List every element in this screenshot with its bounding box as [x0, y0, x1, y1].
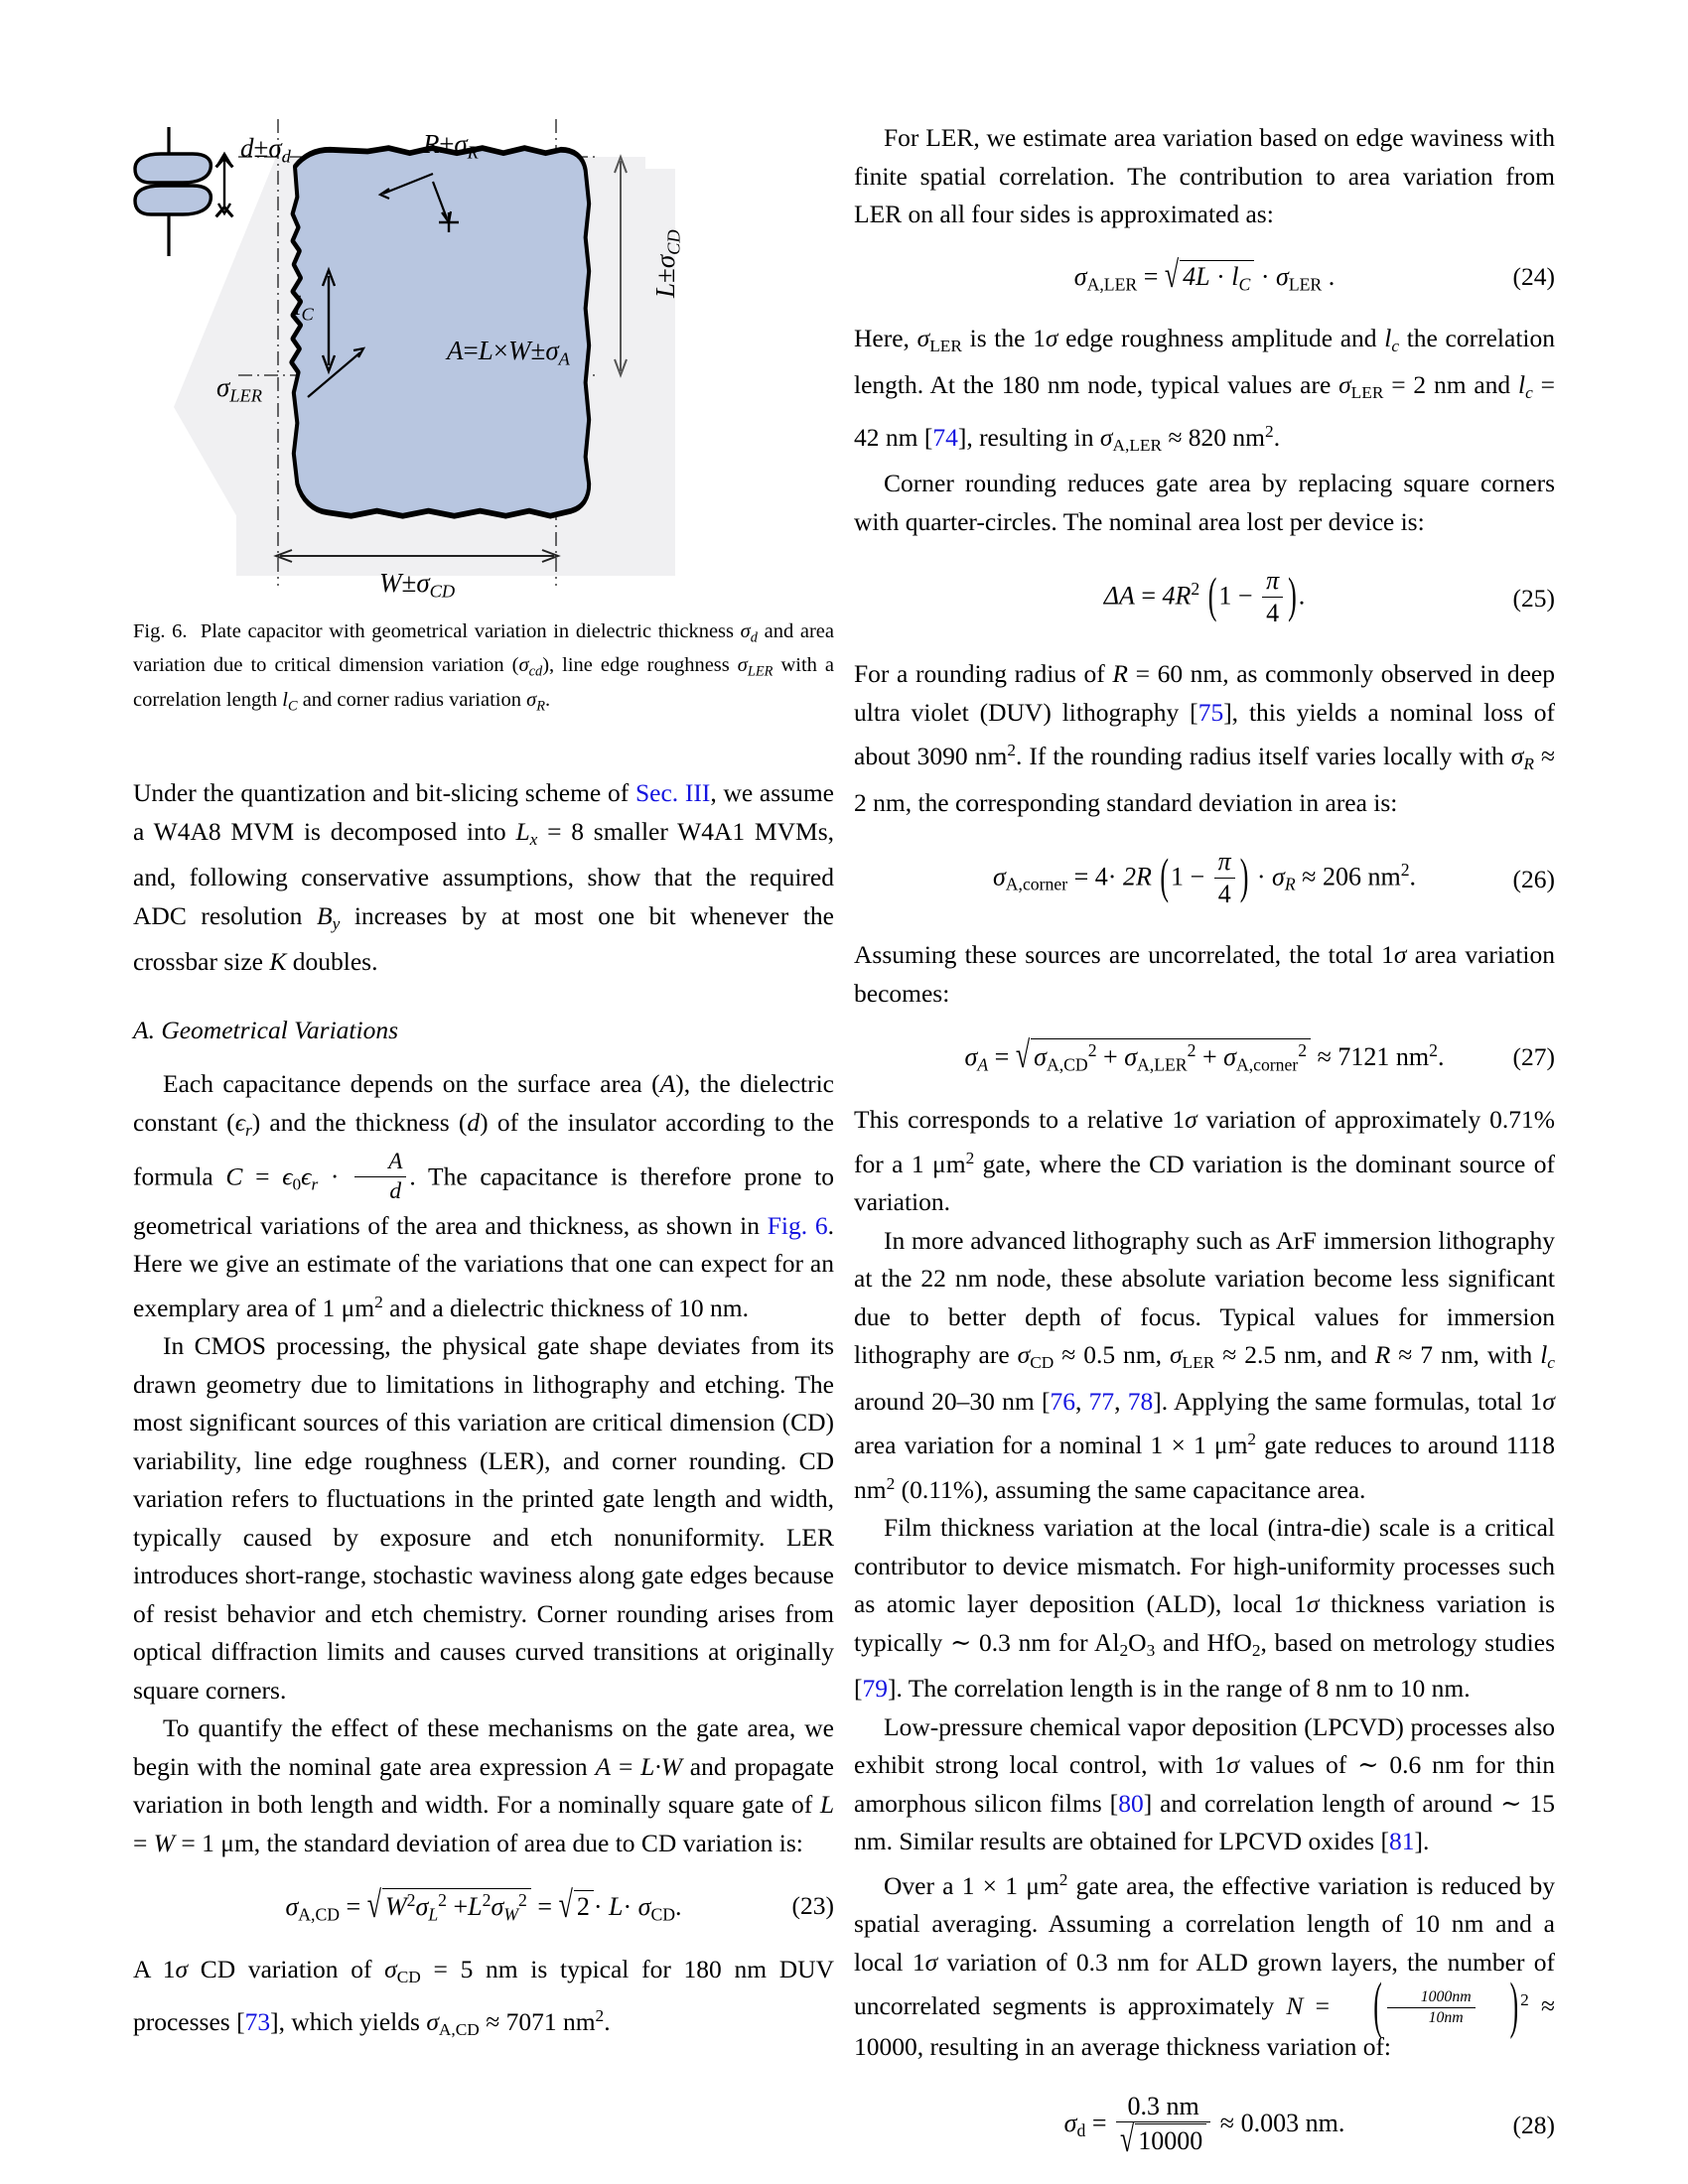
frac-pi-over-4-eq25: $\frac{\pi}{4}$: [1262, 566, 1283, 628]
para-corresponds: This corresponds to a relative 1σ variation of approximately 0.71% for a 1 $\mu m^2$ gate, where the CD variation is the dominant source of variation.: [854, 1105, 1556, 1217]
para-cd-variation: A 1σ CD variation of $\sigma_{CD} = 5$ nm is typical for 180 nm DUV processes [73], which yields $\sigma_{A,CD} \approx 7071$ $nm^2$.: [133, 1954, 834, 2039]
para-film-thickness: Film thickness variation at the local (intra-die) scale is a critical contributor to device mismatch. For high-uniformity processes such as atomic layer deposition (ALD), local 1σ thickness variation is typically ∼ 0.3 nm for $Al_2O_3$ and HfO$_2$, based on metrology studies [79]. The correlation length is in the range of 8 nm to 10 nm.: [854, 1513, 1556, 1704]
label-length-dim: $L\pm\sigma_{CD}$: [650, 229, 684, 298]
equation-24: $\sigma_{A,LER}$ = √ $4L \cdot l_C \cdot \sigma_{LER}$ . (24): [1073, 253, 1555, 296]
sqrt-2-eq23: √ 2: [559, 1890, 594, 1922]
frac-pi-over-4-eq26: $\frac{\pi}{4}$: [1214, 847, 1235, 909]
cap-sigma-d: σ: [740, 620, 751, 642]
label-area: $A=L\times W\pm\sigma_A$: [447, 336, 570, 369]
para-quantify: To quantify the effect of these mechanisms on the gate area, we begin with the nominal gate area expression A = L·W and propagate variation in both length and width. For a nominally square gate of L = W = 1 μm, the standard deviation of area due to CD variation is:: [133, 1713, 834, 1857]
frac-A-over-d: $\frac{A}{d}$: [354, 1149, 406, 1205]
figure-caption-label: Fig. 6.: [133, 620, 188, 642]
equation-23: $\sigma_{A,CD}$ = √ $W^2\sigma_L^2 +L^2\sigma_W^2$ = √ $2 \cdot L\cdot \sigma_{CD}$. (23): [285, 1883, 834, 1926]
para-corner-rounding: Corner rounding reduces gate area by replacing square corners with quarter-circles. The nominal area lost per device is:: [854, 469, 1555, 536]
figure-caption-t2: and area variation due to critical dimension variation (: [133, 620, 834, 677]
label-radius: $R\pm\sigma_R$: [423, 129, 479, 163]
para-advanced-litho: In more advanced lithography such as ArF immersion lithography at the 22 nm node, these absolute variation become less significant due to better depth of focus. Typical values for immersion lithography are $\sigma_{CD} \approx 0.5$ nm, $\sigma_{LER} \approx 2.5$ nm, and R ≈ 7 nm, with $l_c$ around 20–30 nm [76, 77, 78]. Applying the same formulas, total 1σ area variation for a nominal 1 × 1 $\mu m^2$ gate reduces to around 1118 $nm^2$ (0.11%), assuming the same capacitance area.: [854, 1225, 1556, 1504]
thickness-arrow: [218, 154, 230, 213]
figure-caption-t5: and corner radius variation: [297, 688, 527, 711]
section-heading-geometrical-variations: A. Geometrical Variations: [133, 1015, 399, 1044]
para-lpcvd: Low-pressure chemical vapor deposition (LPCVD) processes also exhibit strong local control, with 1σ values of ∼ 0.6 nm for thin amorphous silicon films [80] and correlation length of around ∼ 15 nm. Similar results are obtained for LPCVD oxides [81].: [854, 1711, 1555, 1856]
equation-27: $\sigma_A$ = √ $\sigma_{A,CD}^2 + \sigma_{A,LER}^2 + \sigma_{A,corner}^2 \approx 7121$ $nm^2$. (27): [964, 1033, 1555, 1076]
cap-sigma-ler: σ: [737, 654, 748, 677]
equation-23-number: (23): [791, 1891, 834, 1921]
para-assuming: Assuming these sources are uncorrelated, the total 1σ area variation becomes:: [854, 940, 1555, 1008]
figure-caption-t3: ), line edge roughness: [542, 654, 738, 677]
link-sec-iii[interactable]: Sec. III: [634, 778, 711, 807]
equation-27-number: (27): [1512, 1041, 1555, 1071]
sqrt-eq23: √ $W^2\sigma_L^2 +L^2\sigma_W^2$: [367, 1888, 531, 1925]
equation-24-number: (24): [1512, 261, 1555, 291]
sqrt-eq24: √ $4L \cdot l_C$: [1165, 260, 1254, 295]
figure-caption-t4: with a correlation length: [133, 654, 834, 711]
para-here-ler: Here, $\sigma_{LER}$ is the 1σ edge roughness amplitude and $l_c$ the correlation length. At the 180 nm node, typical values are $\sigma_{LER} = 2$ nm and $l_c = 42$ nm [74], resulting in $\sigma_{A,LER} \approx 820$ $nm^2$.: [854, 324, 1555, 455]
label-thickness: $d\pm\sigma_d$: [240, 133, 291, 167]
citation-81[interactable]: 81: [1388, 1827, 1415, 1856]
label-sigma-ler: $\sigma_{LER}$: [216, 372, 262, 406]
figure-caption-t1: Plate capacitor with geometrical variation in dielectric thickness: [200, 620, 741, 642]
para-ler: For LER, we estimate area variation based on edge waviness with finite spatial correlation. The contribution to area variation from LER on all four sides is approximated as:: [854, 123, 1555, 228]
equation-25: $\Delta A = 4R^2$ (1 − $\frac{\pi}{4}$ ). (25): [1103, 566, 1555, 627]
citation-73[interactable]: 73: [244, 2006, 271, 2036]
para-rounding-radius: For a rounding radius of R = 60 nm, as commonly observed in deep ultra violet (DUV) lithography [75], this yields a nominal loss of about 3090 $nm^2$. If the rounding radius itself varies locally with $\sigma_R \approx 2$ nm, the corresponding standard deviation in area is:: [854, 659, 1556, 817]
citation-80[interactable]: 80: [1118, 1788, 1144, 1818]
equation-26: $\sigma_{A,corner} = 4\cdot 2R$ (1 − $\frac{\pi}{4}$ ) · $\sigma_R \approx 206$ $nm^2$. (26): [992, 847, 1555, 908]
para-quantization: Under the quantization and bit-slicing scheme of Sec. III, we assume a W4A8 MVM is decomposed into $L_x = 8$ smaller W4A1 MVMs, and, following conservative assumptions, show that the required ADC resolution $B_y$ increases by at most one bit whenever the crossbar size K doubles.: [133, 778, 834, 977]
equation-26-number: (26): [1512, 864, 1555, 893]
frac-eq28: $\frac{0.3 nm}{√ 10000}$: [1116, 2092, 1210, 2157]
equation-25-number: (25): [1512, 583, 1555, 613]
label-width-dim: $W\pm\sigma_{CD}$: [379, 568, 456, 602]
sqrt-eq27: √ $\sigma_{A,CD}^2 + \sigma_{A,LER}^2 + \sigma_{A,corner}^2$: [1016, 1038, 1311, 1075]
citation-76[interactable]: 76: [1050, 1386, 1075, 1416]
citation-75[interactable]: 75: [1197, 697, 1224, 727]
citation-79[interactable]: 79: [862, 1674, 888, 1704]
figure-caption-t6: .: [545, 688, 551, 711]
capacitor-symbol: [135, 127, 211, 256]
para-capacitance: Each capacitance depends on the surface area (A), the dielectric constant $(\epsilon_r)$ and the thickness (d) of the insulator according to the formula $C = \epsilon_0\epsilon_r$ · $\frac{A}{d}$ . The capacitance is therefore prone to geometrical variations of the area and thickness, as shown in Fig. 6. Here we give an estimate of the variations that one can expect for an exemplary area of 1 $\mu m^2$ and a dielectric thickness of 10 nm.: [133, 1069, 834, 1322]
para-cmos: In CMOS processing, the physical gate shape deviates from its drawn geometry due to limitations in lithography and etching. The most significant sources of this variation are critical dimension (CD) variability, line edge roughness (LER), and corner rounding. CD variation refers to fluctuations in the printed gate length and width, typically caused by exposure and etch nonuniformity. LER introduces short-range, stochastic waviness along gate edges because of resist behavior and etch chemistry. Corner rounding arises from optical diffraction limits and causes curved transitions at originally square corners.: [133, 1331, 834, 1705]
figure-6-plate-capacitor: [119, 109, 854, 615]
equation-28: $\sigma_d$ = $\frac{0.3 nm}{√ 10000}$ ≈ 0.003 nm. (28): [1063, 2091, 1555, 2161]
left-column: [133, 774, 834, 2049]
right-column: [854, 119, 1555, 2184]
cap-lc: l: [282, 688, 288, 711]
label-correlation-length: $l_C$: [294, 291, 314, 325]
frac-1000nm-over-10nm: $\frac{1000nm}{10nm}$: [1387, 1988, 1476, 2027]
cap-sigma-cd: σ: [518, 654, 529, 677]
citation-74[interactable]: 74: [932, 422, 958, 452]
cap-sigma-r: σ: [526, 688, 537, 711]
link-fig-6[interactable]: Fig. 6: [767, 1210, 828, 1240]
citation-77[interactable]: 77: [1088, 1386, 1115, 1416]
para-over-gate-area: Over a 1 × 1 $\mu m^2$ gate area, the effective variation is reduced by spatial averaging. Assuming a correlation length of 10 nm and a local 1σ variation of 0.3 nm for ALD grown layers, the number of uncorrelated segments is approximately N = ( $\frac{1000nm}{10nm}$ ) $^2$ ≈ 10000, resulting in an average thickness variation of:: [854, 1869, 1555, 2062]
figure-caption: Fig. 6. Plate capacitor with geometrical variation in dielectric thickness $\sigma_d$ and area variation due to critical dimension variation $(\sigma_{cd})$, line edge roughness $\sigma_{LER}$ with a correlation length $l_C$ and corner radius variation $\sigma_R$.: [133, 620, 834, 714]
citation-78[interactable]: 78: [1127, 1386, 1154, 1416]
equation-28-number: (28): [1512, 2110, 1555, 2139]
